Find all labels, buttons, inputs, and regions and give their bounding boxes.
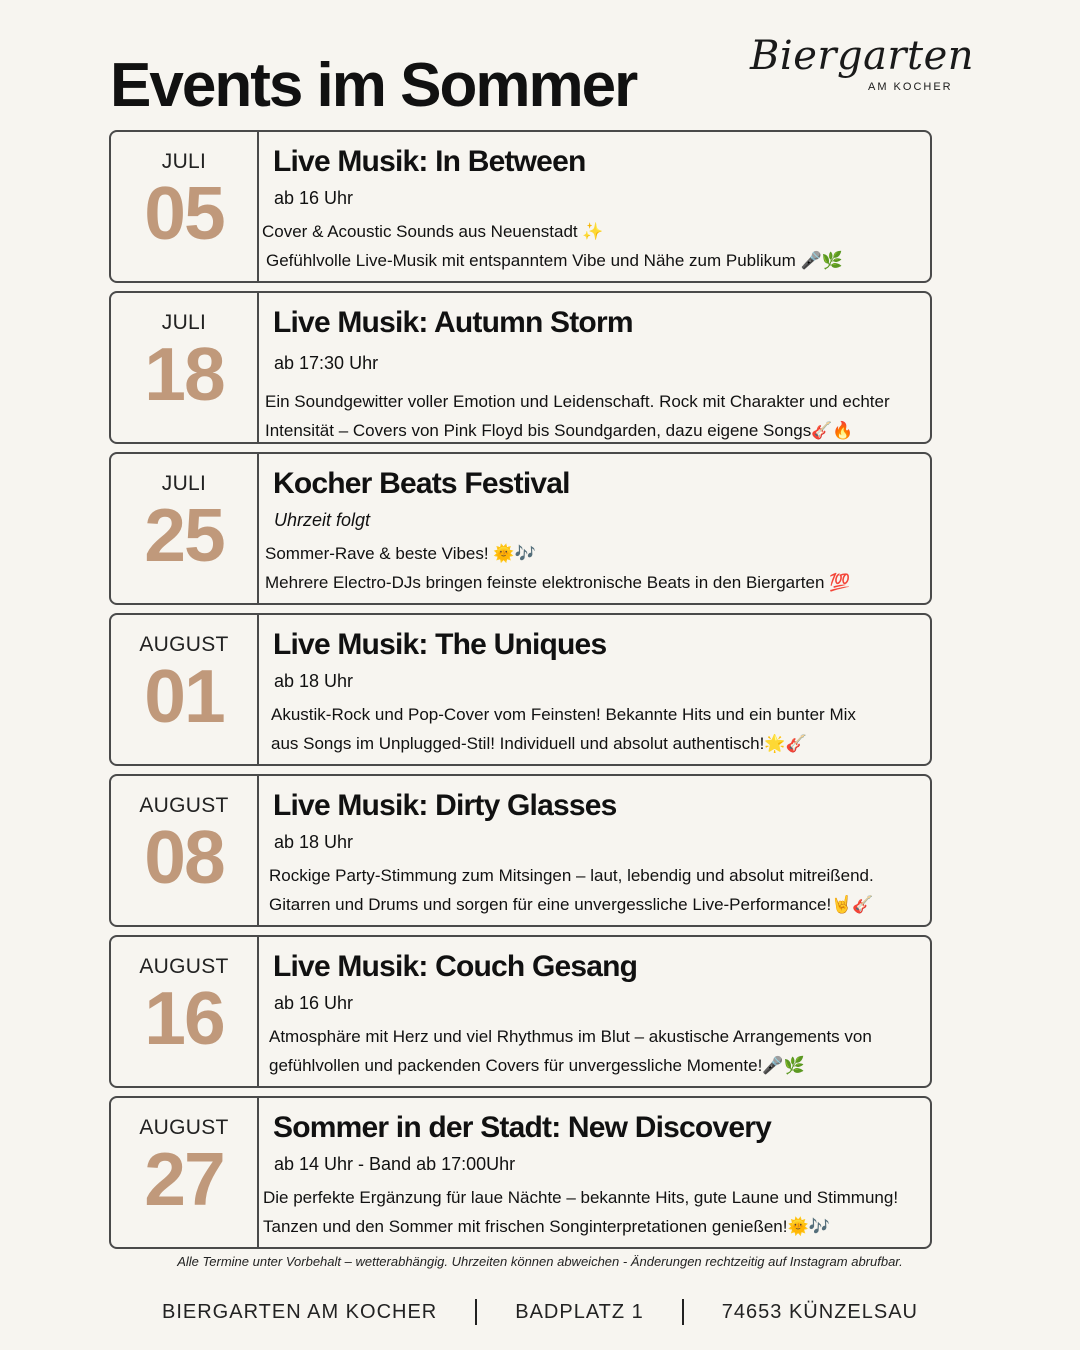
event-card bbox=[109, 130, 932, 283]
event-title: Sommer in der Stadt: New Discovery bbox=[273, 1111, 771, 1144]
event-month: AUGUST bbox=[139, 794, 229, 817]
event-day: 08 bbox=[144, 815, 224, 899]
event-date bbox=[111, 937, 259, 1086]
event-description-line: Cover & Acoustic Sounds aus Neuenstadt ✨ bbox=[262, 222, 604, 241]
event-time: ab 16 Uhr bbox=[274, 993, 354, 1013]
event-card bbox=[109, 291, 932, 444]
event-card bbox=[109, 935, 932, 1088]
event-title: Kocher Beats Festival bbox=[273, 467, 570, 500]
event-date bbox=[111, 1098, 259, 1247]
event-day: 18 bbox=[144, 332, 224, 416]
event-details bbox=[262, 142, 922, 275]
event-description bbox=[271, 861, 922, 919]
event-description-line: Gefühlvolle Live-Musik mit entspanntem Vibe und Nähe zum Publikum 🎤🌿 bbox=[266, 251, 843, 270]
event-month: AUGUST bbox=[139, 1116, 229, 1139]
event-month: JULI bbox=[161, 472, 207, 495]
event-day: 01 bbox=[144, 654, 224, 738]
event-details bbox=[271, 786, 922, 919]
event-time: ab 18 Uhr bbox=[274, 832, 354, 852]
event-day: 25 bbox=[144, 493, 224, 577]
logo-script-text: Biergarten bbox=[750, 33, 975, 79]
event-description-line: Tanzen und den Sommer mit frischen Songinterpretationen genießen!🌞🎶 bbox=[263, 1217, 830, 1236]
event-time: ab 14 Uhr - Band ab 17:00Uhr bbox=[274, 1154, 516, 1174]
event-description-line: aus Songs im Unplugged-Stil! Individuell und absolut authentisch!🌟🎸 bbox=[271, 734, 807, 753]
event-date bbox=[111, 293, 259, 442]
event-details bbox=[263, 1108, 922, 1241]
event-title: Live Musik: Couch Gesang bbox=[273, 950, 638, 983]
event-card bbox=[109, 1096, 932, 1249]
logo-subtitle: AM KOCHER bbox=[868, 81, 953, 93]
event-day: 27 bbox=[144, 1137, 224, 1221]
footer-divider bbox=[475, 1299, 477, 1325]
event-details bbox=[265, 303, 922, 445]
event-month: JULI bbox=[161, 150, 207, 173]
event-description-line: Ein Soundgewitter voller Emotion und Leidenschaft. Rock mit Charakter und echter bbox=[265, 392, 890, 411]
footer-venue-name: BIERGARTEN AM KOCHER bbox=[162, 1300, 438, 1323]
event-description bbox=[265, 387, 922, 445]
brand-logo bbox=[744, 14, 975, 114]
event-details bbox=[271, 625, 922, 758]
footer-city: 74653 KÜNZELSAU bbox=[721, 1300, 918, 1323]
event-month: AUGUST bbox=[139, 633, 229, 656]
event-card bbox=[109, 452, 932, 605]
event-description bbox=[265, 539, 922, 597]
event-description-line: Mehrere Electro-DJs bringen feinste elektronische Beats in den Biergarten 💯 bbox=[265, 573, 851, 592]
event-list bbox=[109, 130, 932, 1257]
event-description-line: gefühlvollen und packenden Covers für unvergessliche Momente!🎤🌿 bbox=[269, 1056, 805, 1075]
event-title: Live Musik: The Uniques bbox=[273, 628, 607, 661]
event-title: Live Musik: Autumn Storm bbox=[273, 306, 633, 339]
event-description-line: Rockige Party-Stimmung zum Mitsingen – laut, lebendig und absolut mitreißend. bbox=[269, 866, 874, 885]
event-time: ab 17:30 Uhr bbox=[274, 353, 379, 373]
event-details bbox=[271, 947, 922, 1080]
footer-street: BADPLATZ 1 bbox=[515, 1300, 644, 1323]
event-description-line: Gitarren und Drums und sorgen für eine unvergessliche Live-Performance!🤘🎸 bbox=[269, 895, 874, 914]
event-description bbox=[262, 217, 922, 275]
page-title: Events im Sommer bbox=[110, 51, 637, 120]
event-time: ab 18 Uhr bbox=[274, 671, 354, 691]
event-description bbox=[271, 1022, 922, 1080]
event-time: Uhrzeit folgt bbox=[274, 510, 371, 530]
event-description-line: Atmosphäre mit Herz und viel Rhythmus im Blut – akustische Arrangements von bbox=[269, 1027, 872, 1046]
event-description-line: Sommer-Rave & beste Vibes! 🌞🎶 bbox=[265, 544, 536, 563]
event-month: AUGUST bbox=[139, 955, 229, 978]
event-description-line: Intensität – Covers von Pink Floyd bis Soundgarden, dazu eigene Songs🎸🔥 bbox=[265, 421, 854, 440]
event-description-line: Akustik-Rock und Pop-Cover vom Feinsten! Bekannte Hits und ein bunter Mix bbox=[271, 705, 856, 724]
event-day: 05 bbox=[144, 171, 224, 255]
event-date bbox=[111, 132, 259, 281]
event-description bbox=[263, 1183, 922, 1241]
disclaimer-note: Alle Termine unter Vorbehalt – wetterabhängig. Uhrzeiten können abweichen - Änderungen rechtzeitig auf Instagram abrufbar. bbox=[177, 1254, 903, 1269]
footer-divider bbox=[682, 1299, 684, 1325]
event-description bbox=[271, 700, 922, 758]
event-card bbox=[109, 774, 932, 927]
event-day: 16 bbox=[144, 976, 224, 1060]
event-card bbox=[109, 613, 932, 766]
event-date bbox=[111, 615, 259, 764]
footer-address bbox=[0, 1296, 1080, 1328]
event-time: ab 16 Uhr bbox=[274, 188, 354, 208]
event-title: Live Musik: In Between bbox=[273, 145, 586, 178]
event-title: Live Musik: Dirty Glasses bbox=[273, 789, 617, 822]
event-details bbox=[265, 464, 922, 597]
event-month: JULI bbox=[161, 311, 207, 334]
event-description-line: Die perfekte Ergänzung für laue Nächte – bekannte Hits, gute Laune und Stimmung! bbox=[263, 1188, 899, 1207]
event-date bbox=[111, 454, 259, 603]
event-date bbox=[111, 776, 259, 925]
